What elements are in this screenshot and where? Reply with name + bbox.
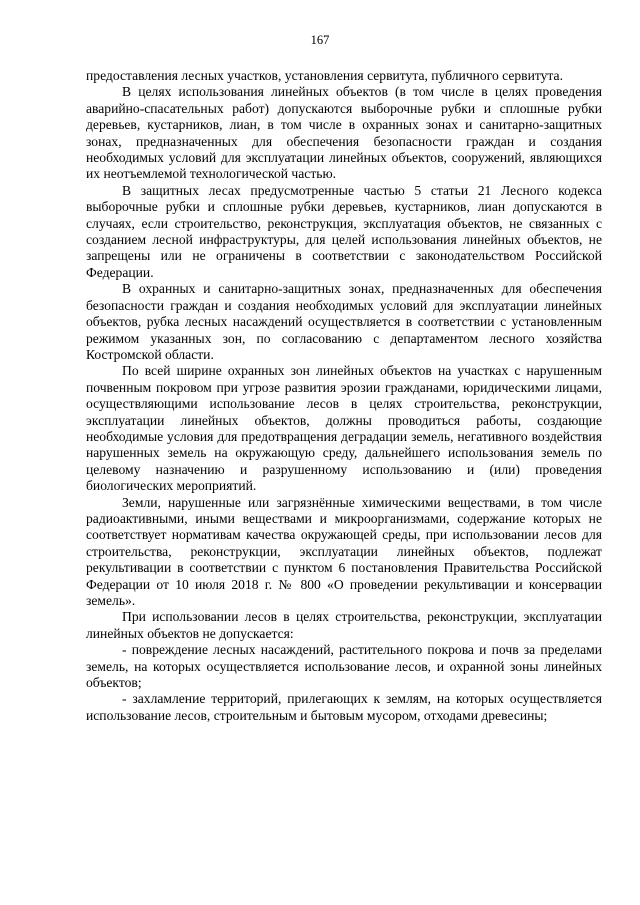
- paragraph-erosion-prevention: По всей ширине охранных зон линейных объектов на участках с нарушенным почвенным покровом при угрозе развития эрозии гражданами, юридическими лицами, осуществляющими использование лесов в целях строительства, реконструкции, эксплуатации линейных объектов, должны проводиться работы, создающие необходимые условия для предотвращения деградации земель, негативного воздействия нарушенных земель на окружающую среду, дальнейшего использования земель по целевому назначению и разрушенному использованию и (или) проведения биологических мероприятий.: [86, 363, 602, 494]
- document-body: [86, 68, 602, 724]
- paragraph-continuation: предоставления лесных участков, установления сервитута, публичного сервитута.: [86, 68, 563, 83]
- paragraph-protection-zones: В охранных и санитарно-защитных зонах, предназначенных для обеспечения безопасности граждан и создания необходимых условий для эксплуатации линейных объектов, рубка лесных насаждений осуществляется в соответствии с установленным режимом указанных зон, по согласованию с департаментом лесного хозяйства Костромской области.: [86, 281, 602, 362]
- paragraph-protective-forests: В защитных лесах предусмотренные частью 5 статьи 21 Лесного кодекса выборочные рубки и сплошные рубки деревьев, кустарников, лиан допускаются в случаях, если строительство, реконструкция, эксплуатация объектов, не связанных с созданием лесной инфраструктуры, для целей использования линейных объектов, не запрещены или не ограничены в соответствии с законодательством Российской Федерации.: [86, 182, 602, 280]
- paragraph-linear-objects-felling: В целях использования линейных объектов (в том числе в целях проведения аварийно-спасательных работ) допускаются выборочные рубки и сплошные рубки деревьев, кустарников, лиан, в том числе в охранных зонах и санитарно-защитных зонах, предназначенных для обеспечения безопасности граждан и создания необходимых условий для эксплуатации линейных объектов, сооружений, являющихся их неотъемлемой технологической частью.: [86, 84, 602, 182]
- list-item-damage: - повреждение лесных насаждений, растительного покрова и почв за пределами земель, на которых осуществляется использование лесов, и охранной зоны линейных объектов;: [86, 642, 602, 691]
- paragraph-prohibitions-intro: При использовании лесов в целях строительства, реконструкции, эксплуатации линейных объектов не допускается:: [86, 609, 602, 641]
- paragraph-recultivation: Земли, нарушенные или загрязнённые химическими веществами, в том числе радиоактивными, иными веществами и микроорганизмами, содержание которых не соответствует нормативам качества окружающей среды, при использовании лесов для строительства, реконструкции, эксплуатации линейных объектов, подлежат рекультивации в соответствии с пунктом 6 постановления Правительства Российской Федерации от 10 июля 2018 г. № 800 «О проведении рекультивации и консервации земель».: [86, 494, 602, 608]
- page-number: 167: [310, 33, 330, 47]
- list-item-littering: - захламление территорий, прилегающих к землям, на которых осуществляется использование лесов, строительным и бытовым мусором, отходами древесины;: [86, 691, 602, 723]
